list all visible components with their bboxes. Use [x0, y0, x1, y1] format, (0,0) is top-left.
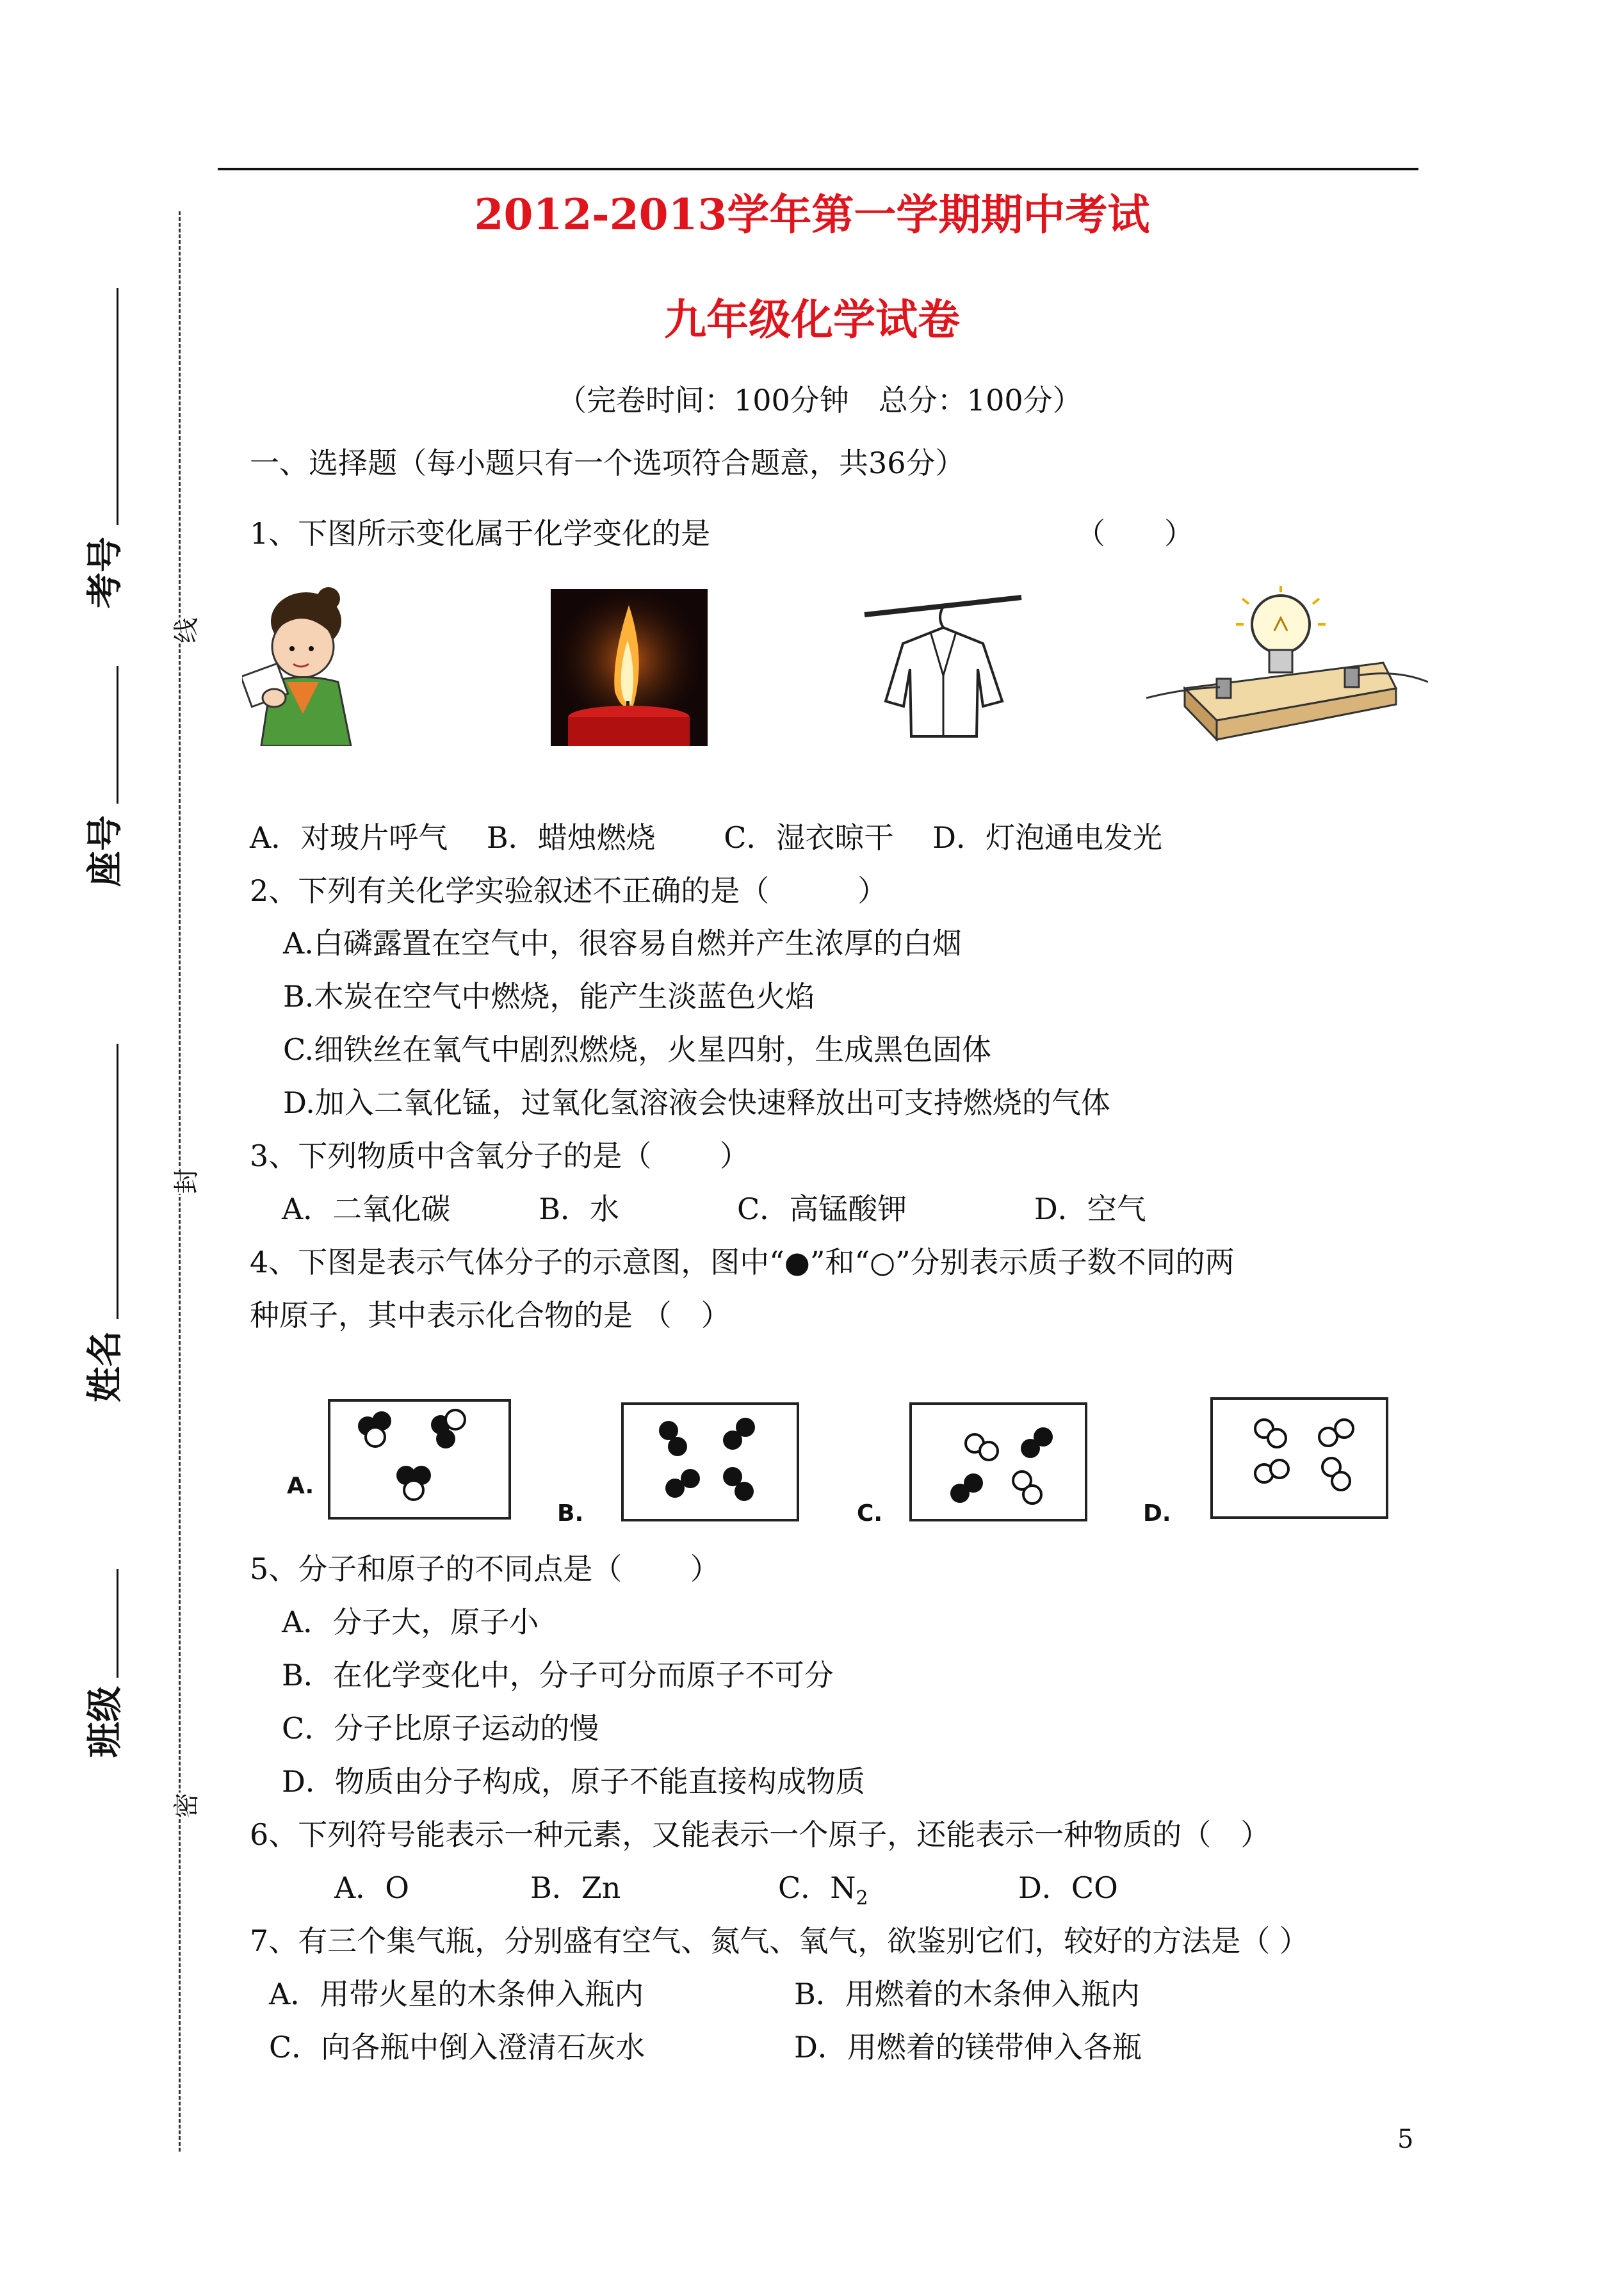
exam-subtitle: 九年级化学试卷 [664, 295, 960, 345]
q6-option-b: B．Zn [530, 1870, 621, 1905]
q5-option-d: D．物质由分子构成，原子不能直接构成物质 [282, 1764, 865, 1799]
exam-info: （完卷时间：100分钟 总分：100分） [557, 383, 1082, 418]
label-kaohao: 考号 [84, 537, 126, 608]
label-banji: 班级 [84, 1686, 126, 1758]
q5-stem: 5、分子和原子的不同点是（ ） [250, 1552, 720, 1586]
field-xingming[interactable] [117, 1044, 118, 1319]
q6-option-c-text: C．N [778, 1870, 856, 1905]
girl-breathing-image [242, 586, 357, 746]
q2-option-a: A.白磷露置在空气中，很容易自燃并产生浓厚的白烟 [283, 926, 962, 961]
q4-diagram-b [621, 1402, 799, 1521]
q7-option-b: B．用燃着的木条伸入瓶内 [794, 1977, 1140, 2011]
q4-label-c: C. [857, 1500, 883, 1527]
page-number: 5 [1397, 2125, 1414, 2154]
field-banji[interactable] [117, 1569, 118, 1678]
q5-option-c: C．分子比原子运动的慢 [282, 1711, 599, 1746]
header-rule [218, 168, 1418, 170]
label-zuohao: 座号 [84, 815, 126, 887]
q4-diagram-c [909, 1402, 1087, 1521]
q1-options: A．对玻片呼气 B．蜡烛燃烧 C．湿衣晾干 D．灯泡通电发光 [250, 820, 1162, 855]
q5-option-b: B．在化学变化中，分子可分而原子不可分 [282, 1658, 834, 1692]
section-heading: 一、选择题（每小题只有一个选项符合题意，共36分） [250, 446, 965, 480]
q4-stem-line2: 种原子，其中表示化合物的是 （ ） [250, 1298, 731, 1333]
field-kaohao[interactable] [117, 288, 118, 525]
q2-stem: 2、下列有关化学实验叙述不正确的是（ ） [250, 873, 888, 908]
q4-label-d: D. [1143, 1500, 1171, 1527]
label-xingming: 姓名 [84, 1331, 126, 1402]
binding-mark-xian: 线 [163, 618, 207, 644]
q6-option-a: A．O [334, 1870, 409, 1905]
q2-option-d: D.加入二氧化锰，过氧化氢溶液会快速释放出可支持燃烧的气体 [283, 1085, 1110, 1120]
q5-option-a: A．分子大，原子小 [282, 1605, 539, 1639]
q7-option-d: D．用燃着的镁带伸入各瓶 [794, 2030, 1142, 2064]
field-zuohao[interactable] [117, 666, 118, 804]
q2-option-b: B.木炭在空气中燃烧，能产生淡蓝色火焰 [283, 979, 815, 1014]
q6-option-d: D．CO [1018, 1870, 1118, 1905]
q7-option-c: C．向各瓶中倒入澄清石灰水 [269, 2030, 646, 2064]
burning-candle-image [551, 589, 708, 746]
q4-stem-line1: 4、下图是表示气体分子的示意图，图中“●”和“○”分别表示质子数不同的两 [250, 1245, 1235, 1279]
q7-stem: 7、有三个集气瓶，分别盛有空气、氮气、氧气，欲鉴别它们，较好的方法是（ ） [250, 1924, 1309, 1958]
binding-mark-feng: 封 [163, 1169, 207, 1194]
q7-option-a: A．用带火星的木条伸入瓶内 [269, 1977, 644, 2011]
q6-stem: 6、下列符号能表示一种元素，又能表示一个原子，还能表示一种物质的（ ） [250, 1817, 1271, 1852]
light-bulb-circuit-image [1146, 586, 1428, 756]
q4-label-a: A. [287, 1473, 314, 1499]
q2-option-c: C.细铁丝在氧气中剧烈燃烧，火星四射，生成黑色固体 [283, 1032, 992, 1067]
exam-title: 2012-2013学年第一学期期中考试 [474, 190, 1150, 239]
binding-mark-mi: 密 [163, 1793, 207, 1819]
wet-clothes-drying-image [861, 592, 1025, 746]
q3-stem: 3、下列物质中含氧分子的是（ ） [250, 1139, 749, 1173]
q6-option-c [778, 1870, 868, 1910]
q1-answer-blank[interactable]: （ ） [1076, 516, 1194, 551]
q6-option-c-subscript: 2 [856, 1887, 868, 1910]
q4-diagram-d [1210, 1397, 1388, 1519]
q4-diagram-a [328, 1399, 511, 1520]
q3-options: A．二氧化碳 B．水 C．高锰酸钾 D．空气 [282, 1192, 1146, 1226]
q1-stem: 1、下图所示变化属于化学变化的是 [250, 516, 711, 551]
q4-label-b: B. [557, 1500, 584, 1527]
